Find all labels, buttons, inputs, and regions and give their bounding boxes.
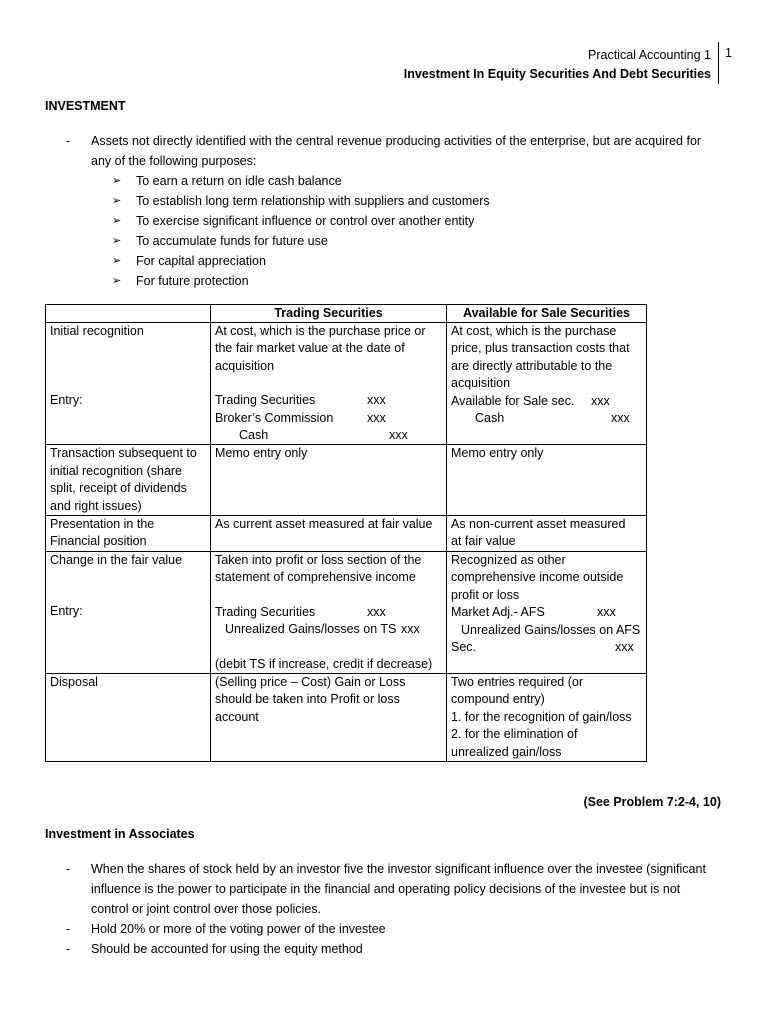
dash-bullet: - (66, 942, 71, 956)
section-title-associates: Investment in Associates (45, 827, 195, 841)
journal-line: Unrealized Gains/losses on AFS (461, 622, 641, 637)
row-label: Transaction subsequent to initial recognition (share split, receipt of dividends and right issues) (46, 445, 211, 516)
see-problem-reference: (See Problem 7:2-4, 10) (583, 795, 721, 809)
dash-bullet: - (66, 922, 71, 936)
journal-line: Trading Securities xxx (215, 393, 386, 408)
cell-trading: Memo entry only (211, 445, 447, 516)
journal-line: Broker’s Commission xxx (215, 410, 386, 425)
cell-trading: As current asset measured at fair value (211, 516, 447, 552)
section-title-investment: INVESTMENT (45, 99, 126, 113)
row-label: Disposal (46, 673, 211, 761)
header-cell-afs: Available for Sale Securities (447, 305, 647, 323)
entry-label: Entry: (50, 604, 83, 619)
arrow-bullet-icon: ➢ (112, 195, 122, 207)
list-item: ➢ To accumulate funds for future use (112, 231, 490, 251)
header-divider (718, 42, 719, 84)
associates-point-1: - When the shares of stock held by an investor five the investor significant influence over the investee (significant influence is the power to participate in the financial and operating policy decisions of the investee but is not control or joint control over those policies. (66, 859, 726, 919)
cell-afs: Memo entry only (447, 445, 647, 516)
list-item: ➢ To exercise significant influence or control over another entity (112, 211, 490, 231)
row-label: Presentation in the Financial position (46, 516, 211, 552)
header-cell-blank (46, 305, 211, 323)
journal-line: Available for Sale sec. xxx (451, 393, 610, 408)
purpose-list (112, 171, 490, 291)
table-row-disposal (46, 673, 647, 761)
table-row-presentation (46, 516, 647, 552)
topic-title: Investment In Equity Securities And Debt Securities (403, 67, 711, 81)
header-cell-trading: Trading Securities (211, 305, 447, 323)
definition-line-1: Assets not directly identified with the central revenue producing activities of the enterprise, but are acquired for (91, 134, 702, 148)
journal-line: Unrealized Gains/losses on TS xxx (225, 622, 420, 637)
course-title: Practical Accounting 1 (588, 48, 711, 62)
list-item: ➢ For future protection (112, 271, 490, 291)
cell-afs: As non-current asset measured at fair value (447, 516, 647, 552)
journal-line: Cash xxx (239, 428, 408, 443)
definition-paragraph (66, 131, 726, 171)
table-row-subsequent (46, 445, 647, 516)
arrow-bullet-icon: ➢ (112, 175, 122, 187)
dash-bullet: - (66, 134, 71, 148)
cell-afs: At cost, which is the purchase price, plus transaction costs that are directly attributable to the acquisition Available for Sale sec. xxx Cash xxx (447, 323, 647, 445)
table-row-change-fair-value (46, 551, 647, 673)
row-label: Change in the fair value Entry: (46, 551, 211, 673)
list-item: ➢ For capital appreciation (112, 251, 490, 271)
securities-comparison-table (45, 304, 647, 762)
list-item: ➢ To establish long term relationship with suppliers and customers (112, 191, 490, 211)
cell-trading: (Selling price – Cost) Gain or Loss should be taken into Profit or loss account (211, 673, 447, 761)
cell-afs: Recognized as other comprehensive income outside profit or loss Market Adj.- AFS xxx Unrealized Gains/losses on AFS Sec. xxx (447, 551, 647, 673)
page-number: 1 (725, 46, 732, 60)
table-header-row (46, 305, 647, 323)
arrow-bullet-icon: ➢ (112, 255, 122, 267)
ts-note: (debit TS if increase, credit if decrease) (215, 656, 433, 671)
definition-line-2: any of the following purposes: (91, 154, 257, 168)
arrow-bullet-icon: ➢ (112, 215, 122, 227)
journal-line: Trading Securities xxx (215, 604, 386, 619)
row-label: Initial recognition Entry: (46, 323, 211, 445)
entry-label: Entry: (50, 393, 83, 408)
dash-bullet: - (66, 862, 71, 876)
journal-line: Market Adj.- AFS xxx (451, 605, 616, 620)
journal-line: Sec. xxx (451, 639, 634, 654)
cell-trading: At cost, which is the purchase price or the fair market value at the date of acquisition Trading Securities xxx Broker’s Commission xxx Cash xxx (211, 323, 447, 445)
cell-trading: Taken into profit or loss section of the statement of comprehensive income Trading Securities xxx Unrealized Gains/losses on TS xxx (debit TS if increase, credit if decrease) (211, 551, 447, 673)
associates-point-2: - Hold 20% or more of the voting power of the investee (66, 919, 726, 939)
associates-point-3: - Should be accounted for using the equity method (66, 939, 726, 959)
journal-line: Cash xxx (475, 411, 630, 426)
arrow-bullet-icon: ➢ (112, 235, 122, 247)
cell-afs: Two entries required (or compound entry) 1. for the recognition of gain/loss 2. for the elimination of unrealized gain/loss (447, 673, 647, 761)
list-item: ➢ To earn a return on idle cash balance (112, 171, 490, 191)
table-row-initial-recognition (46, 323, 647, 445)
page-header (404, 46, 711, 84)
arrow-bullet-icon: ➢ (112, 275, 122, 287)
